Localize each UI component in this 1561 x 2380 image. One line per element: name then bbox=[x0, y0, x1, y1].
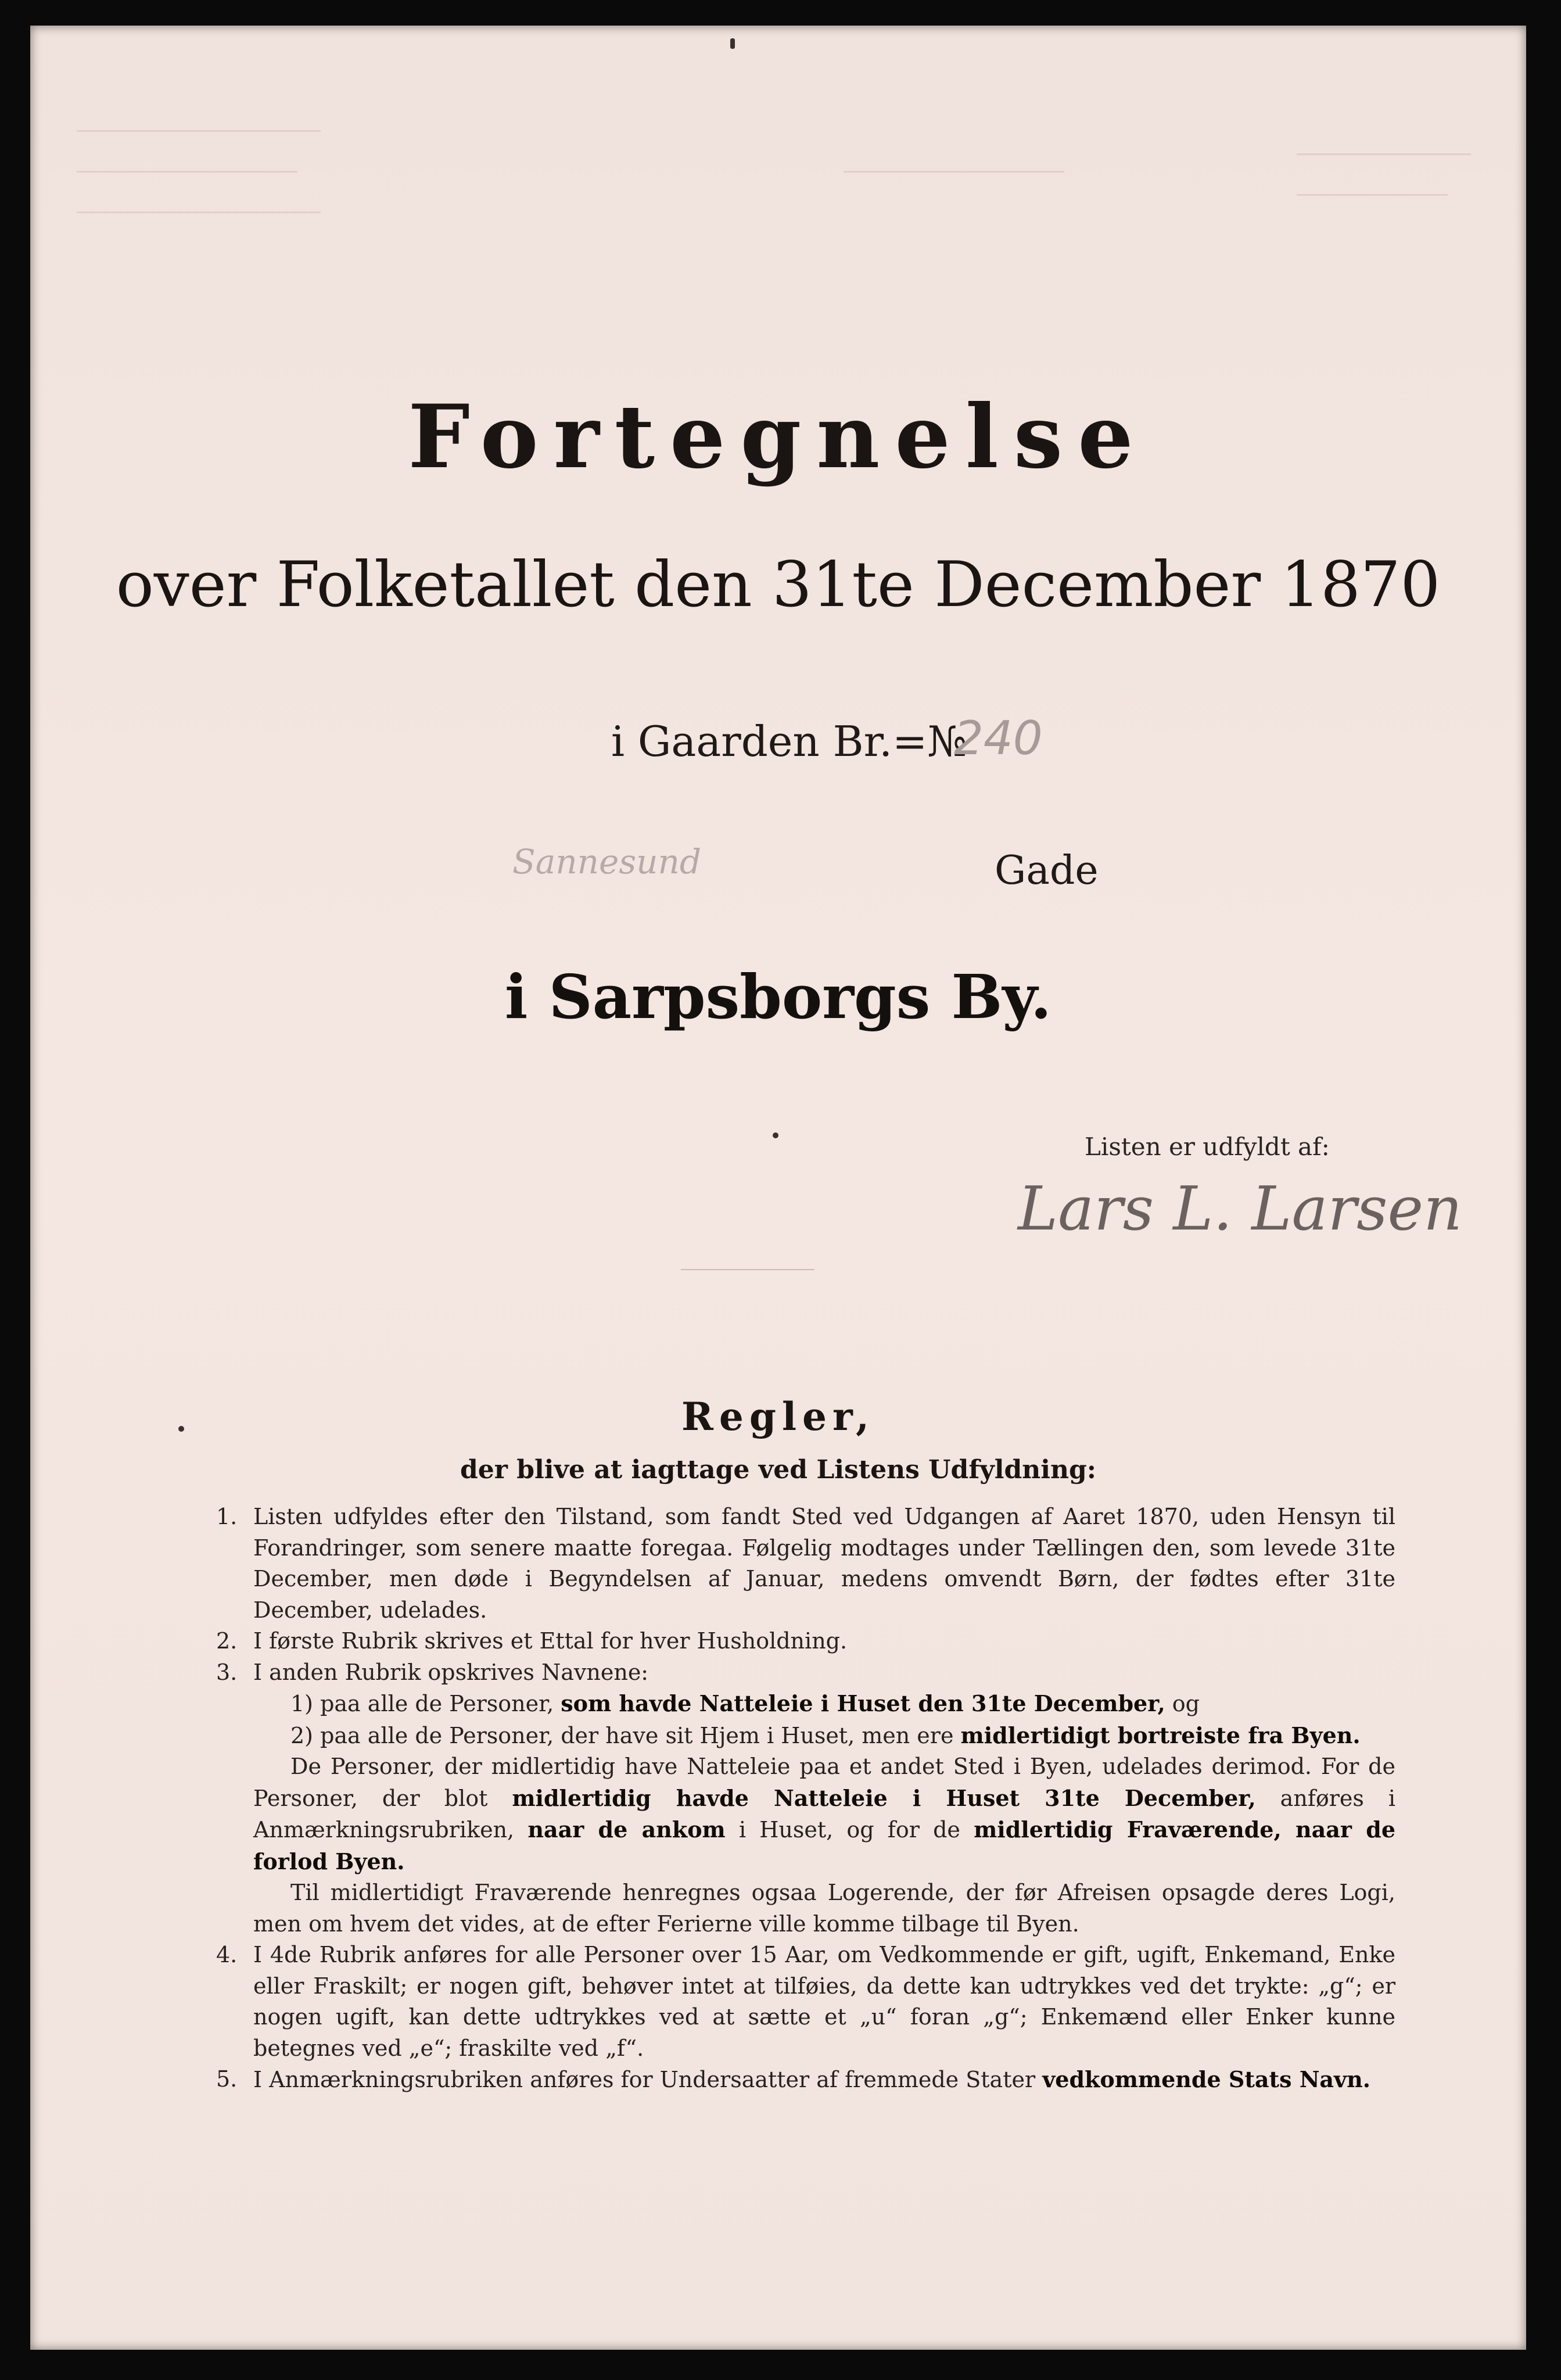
form-title: Fortegnelse bbox=[408, 386, 1149, 488]
rule-3-item-1 bbox=[253, 1688, 1395, 1720]
bleed-through-line bbox=[77, 130, 321, 132]
bleed-through-line bbox=[1297, 153, 1471, 155]
signature: Lars L. Larsen bbox=[1018, 1173, 1463, 1244]
street-name-handwritten: Sannesund bbox=[512, 842, 701, 881]
rule-text: i Huset, og for de bbox=[725, 1817, 974, 1843]
gade-label: Gade bbox=[995, 848, 1099, 894]
ink-dot bbox=[773, 1132, 778, 1138]
rule-text: I anden Rubrik opskrives Navnene: bbox=[253, 1659, 649, 1685]
rule-emphasis: midlertidig Fraværende, naar de forlod Byen. bbox=[253, 1816, 1396, 1874]
rule-emphasis: som havde Natteleie i Huset den 31te December, bbox=[561, 1690, 1165, 1716]
rule-text: I Anmærkningsrubriken anføres for Undersaatter af fremmede Stater bbox=[253, 2067, 1043, 2092]
rule-text: De Personer, der midlertidig have Natteleie paa et andet Sted i Byen, udelades derimod. For de Personer, der blot bbox=[253, 1754, 1395, 1811]
rule-text: 1) paa alle de Personer, bbox=[290, 1691, 561, 1716]
rule-text: I 4de Rubrik anføres for alle Personer over 15 Aar, om Vedkommende er gift, ugift, Enkemand, Enke eller Fraskilt; er nogen gift, behøver intet at tilføies, da dette kan udtrykkes ved det trykte: „g“; er nogen ugift, kan dette udtrykkes ved at sætte et „u“ foran „g“; Enkemænd eller Enker kunne betegnes ved „e“; fraskilte ved „f“. bbox=[253, 1942, 1395, 2061]
rule-3 bbox=[216, 1657, 1395, 1940]
rule-3-note-2: Til midlertidigt Fraværende henregnes ogsaa Logerende, der før Afreisen opsagde deres Logi, men om hvem det vides, at de efter Ferierne ville komme tilbage til Byen. bbox=[253, 1880, 1395, 1937]
ink-mark bbox=[730, 38, 735, 49]
rules-title: Regler, bbox=[681, 1394, 875, 1439]
bleed-through-line bbox=[844, 171, 1064, 173]
rule-emphasis: vedkommende Stats Navn. bbox=[1042, 2066, 1370, 2092]
filled-by-label: Listen er udfyldt af: bbox=[1085, 1132, 1330, 1161]
rule-3-note-1 bbox=[253, 1751, 1395, 1877]
rule-number: 2. bbox=[216, 1628, 238, 1654]
rule-emphasis: naar de ankom bbox=[527, 1816, 726, 1843]
rules-subtitle: der blive at iagttage ved Listens Udfyldning: bbox=[460, 1455, 1096, 1485]
rule-emphasis: midlertidig havde Natteleie i Huset 31te December, bbox=[512, 1784, 1256, 1811]
rule-number: 1. bbox=[216, 1504, 238, 1529]
gaard-number-handwritten: 240 bbox=[954, 711, 1043, 765]
rule-3-item-2 bbox=[253, 1720, 1395, 1752]
rule-text: anføres i Anmærkningsrubriken, bbox=[253, 1785, 1395, 1843]
bleed-through-line bbox=[77, 212, 321, 213]
rule-text: I første Rubrik skrives et Ettal for hver Husholdning. bbox=[253, 1628, 848, 1654]
rule-number: 4. bbox=[216, 1942, 238, 1967]
rule-2 bbox=[216, 1626, 1395, 1657]
rule-text: Listen udfyldes efter den Tilstand, som fandt Sted ved Udgangen af Aaret 1870, uden Hensyn til Forandringer, som senere maatte foregaa. Følgelig modtages under Tællingen den, som levede 31te December, men døde i Begyndelsen af Januar, medens omvendt Børn, der fødtes efter 31te December, udelades. bbox=[253, 1504, 1395, 1623]
rule-number: 5. bbox=[216, 2066, 238, 2092]
rule-number: 3. bbox=[216, 1659, 238, 1685]
town-heading: i Sarpsborgs By. bbox=[504, 961, 1052, 1033]
rules-list bbox=[216, 1501, 1395, 2096]
form-subtitle: over Folketallet den 31te December 1870 bbox=[116, 549, 1441, 621]
rule-1 bbox=[216, 1501, 1395, 1626]
rule-emphasis: midlertidigt bortreiste fra Byen. bbox=[960, 1722, 1361, 1748]
divider bbox=[681, 1269, 814, 1270]
rule-text: og bbox=[1165, 1691, 1200, 1716]
census-form-page bbox=[30, 26, 1526, 2350]
gaard-label: i Gaarden Br.=№ bbox=[611, 717, 967, 766]
bleed-through-line bbox=[77, 171, 297, 173]
bleed-through-line bbox=[1297, 194, 1448, 196]
rule-4 bbox=[216, 1940, 1395, 2064]
rule-text: 2) paa alle de Personer, der have sit Hjem i Huset, men ere bbox=[290, 1722, 961, 1748]
rule-5 bbox=[216, 2064, 1395, 2096]
